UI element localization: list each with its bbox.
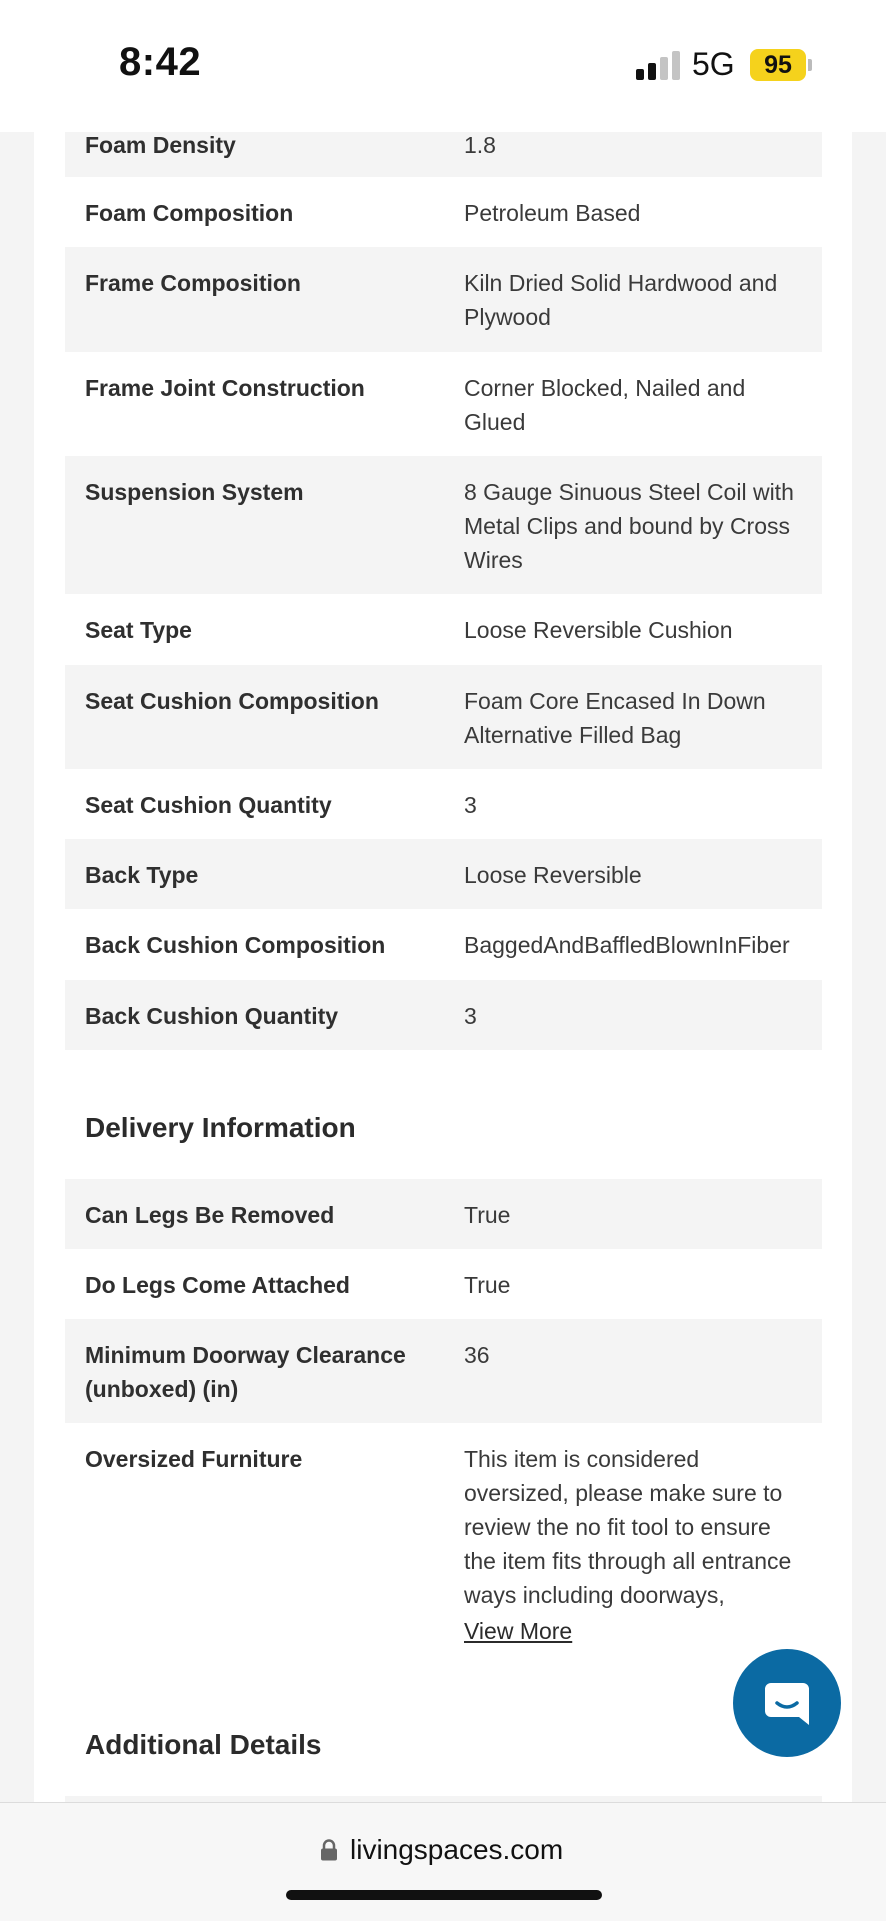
table-row (65, 456, 822, 594)
spec-label: Back Cushion Composition (85, 932, 386, 958)
spec-value: Loose Reversible (464, 862, 642, 888)
spec-value: 36 (464, 1342, 490, 1368)
lock-icon (320, 1839, 338, 1861)
delivery-table (65, 1179, 822, 1653)
spec-label: Frame Joint Construction (85, 375, 365, 401)
cellular-signal-icon (636, 51, 680, 80)
table-row (65, 1249, 822, 1319)
table-row (65, 980, 822, 1050)
table-row (65, 1423, 822, 1653)
table-row (65, 177, 822, 247)
network-type: 5G (692, 46, 735, 82)
spec-value: Loose Reversible Cushion (464, 617, 733, 643)
url-text: livingspaces.com (350, 1834, 564, 1865)
spec-value: 1.8 (464, 132, 496, 158)
spec-label: Back Type (85, 862, 199, 888)
spec-label: Seat Cushion Composition (85, 688, 379, 714)
oversized-description: This item is considered oversized, please make sure to review the no fit tool to ensure the item fits through all entrance ways including doorways, (464, 1446, 792, 1608)
status-time: 8:42 (119, 40, 202, 84)
table-row (65, 247, 822, 352)
spec-label: Back Cushion Quantity (85, 1003, 339, 1029)
battery-icon: 95 (750, 49, 806, 81)
table-row (65, 839, 822, 909)
spec-value: True (464, 1272, 511, 1298)
spec-value: 8 Gauge Sinuous Steel Coil with Metal Clips and bound by Cross Wires (464, 479, 794, 573)
spec-value: 3 (464, 1003, 477, 1029)
table-row (65, 594, 822, 665)
spec-value: Corner Blocked, Nailed and Glued (464, 375, 746, 435)
spec-value: 3 (464, 792, 477, 818)
chat-bubble-icon (763, 1681, 811, 1727)
spec-value (464, 1442, 802, 1644)
table-row (65, 1319, 822, 1423)
browser-address-bar[interactable] (0, 1802, 886, 1921)
battery-tip (808, 59, 812, 71)
spec-label: Frame Composition (85, 270, 301, 296)
table-row (65, 909, 822, 980)
spec-label: Do Legs Come Attached (85, 1272, 350, 1298)
table-row (65, 1179, 822, 1249)
spec-value: Kiln Dried Solid Hardwood and Plywood (464, 270, 778, 330)
status-bar (0, 0, 886, 132)
spec-label: Foam Density (85, 132, 236, 158)
spec-label: Can Legs Be Removed (85, 1202, 335, 1228)
view-more-link[interactable]: View More (464, 1618, 573, 1644)
spec-value: BaggedAndBaffledBlownInFiber (464, 932, 790, 958)
url-display[interactable] (320, 1833, 563, 1867)
spec-value: Foam Core Encased In Down Alternative Filled Bag (464, 688, 766, 748)
spec-label: Seat Cushion Quantity (85, 792, 332, 818)
spec-label: Seat Type (85, 617, 192, 643)
spec-value: Petroleum Based (464, 200, 641, 226)
table-row (65, 769, 822, 839)
spec-label: Minimum Doorway Clearance (unboxed) (in) (85, 1342, 406, 1402)
home-indicator[interactable] (286, 1890, 602, 1900)
table-row (65, 352, 822, 456)
additional-details-heading: Additional Details (85, 1729, 322, 1760)
spec-value: True (464, 1202, 511, 1228)
specifications-table (65, 120, 822, 1050)
spec-label: Suspension System (85, 479, 304, 505)
chat-button[interactable] (733, 1649, 841, 1757)
table-row (65, 665, 822, 769)
spec-label: Oversized Furniture (85, 1446, 303, 1472)
delivery-heading: Delivery Information (85, 1112, 356, 1143)
spec-label: Foam Composition (85, 200, 294, 226)
